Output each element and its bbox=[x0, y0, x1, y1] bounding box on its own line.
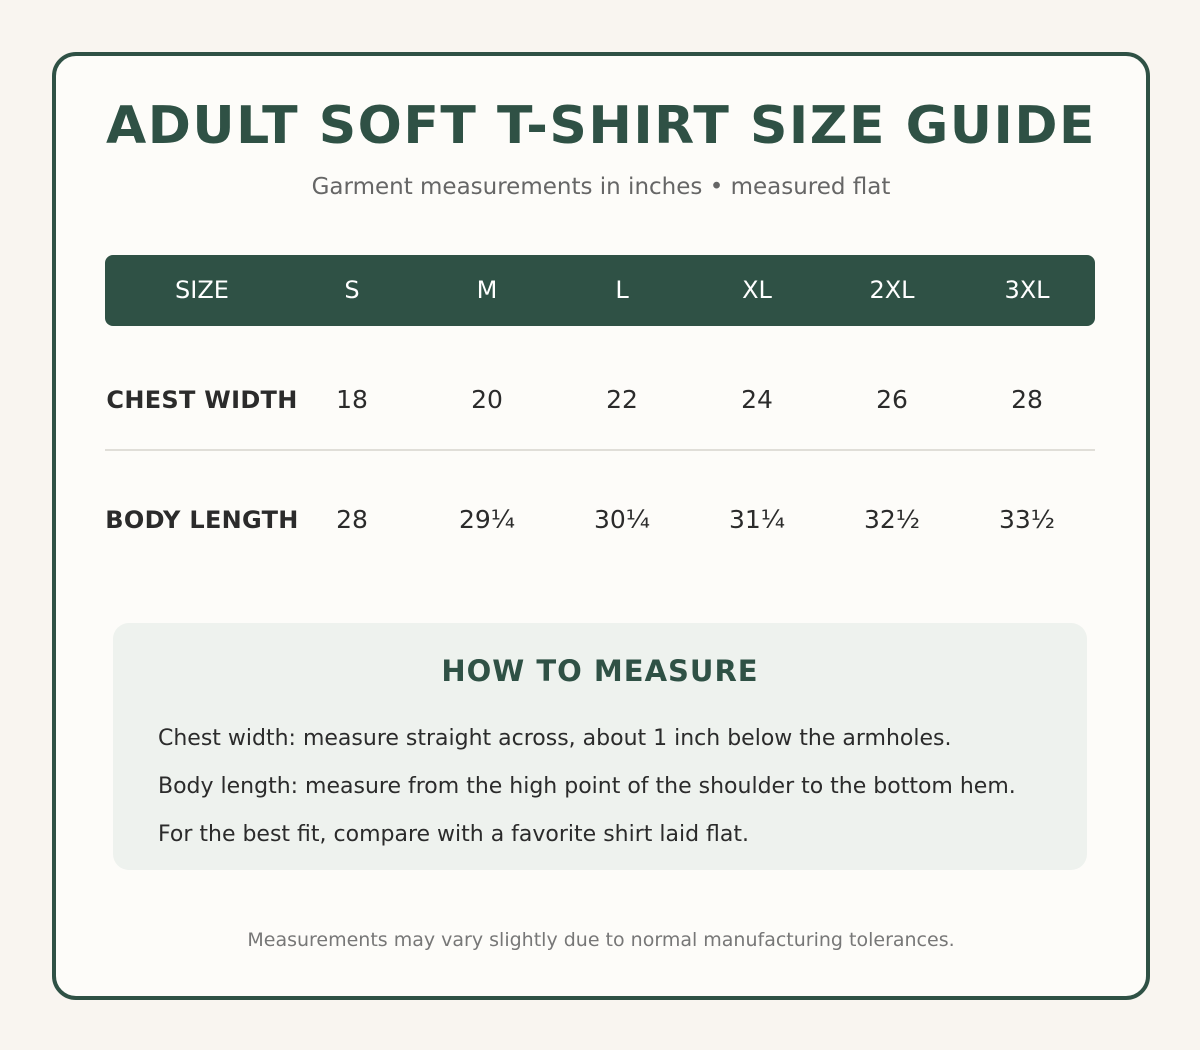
table-cell: 30¼ bbox=[593, 505, 651, 534]
size-table-header bbox=[105, 255, 1095, 326]
header-cell-m: M bbox=[476, 276, 498, 304]
table-cell: 29¼ bbox=[458, 505, 516, 534]
table-cell: 24 bbox=[741, 385, 773, 414]
row-label: CHEST WIDTH bbox=[106, 386, 298, 414]
how-to-measure-title: HOW TO MEASURE bbox=[441, 654, 759, 688]
header-cell-l: L bbox=[615, 276, 629, 304]
how-to-measure-panel bbox=[113, 623, 1087, 870]
page-title: ADULT SOFT T-SHIRT SIZE GUIDE bbox=[105, 96, 1097, 156]
measure-instruction: Chest width: measure straight across, about 1 inch below the armholes. bbox=[158, 726, 952, 751]
row-divider bbox=[105, 449, 1095, 451]
table-row-body-length bbox=[56, 490, 1146, 550]
page-subtitle: Garment measurements in inches • measured flat bbox=[311, 174, 891, 200]
header-cell-xl: XL bbox=[742, 276, 772, 304]
measure-instruction: For the best fit, compare with a favorite shirt laid flat. bbox=[158, 822, 750, 847]
table-cell: 18 bbox=[336, 385, 368, 414]
footnote: Measurements may vary slightly due to normal manufacturing tolerances. bbox=[247, 929, 955, 951]
header-cell-s: S bbox=[344, 276, 360, 304]
table-cell: 26 bbox=[876, 385, 908, 414]
header-cell-3xl: 3XL bbox=[1004, 276, 1050, 304]
measure-instruction: Body length: measure from the high point of the shoulder to the bottom hem. bbox=[158, 774, 1016, 799]
table-cell: 22 bbox=[606, 385, 638, 414]
row-label: BODY LENGTH bbox=[105, 506, 299, 534]
table-cell: 20 bbox=[471, 385, 503, 414]
table-cell: 28 bbox=[336, 505, 368, 534]
table-cell: 31¼ bbox=[728, 505, 786, 534]
header-cell-size: SIZE bbox=[175, 276, 229, 304]
header-cell-2xl: 2XL bbox=[869, 276, 915, 304]
table-cell: 33½ bbox=[998, 505, 1056, 534]
table-row-chest-width bbox=[56, 370, 1146, 430]
table-cell: 32½ bbox=[863, 505, 921, 534]
table-cell: 28 bbox=[1011, 385, 1043, 414]
size-guide-card bbox=[52, 52, 1150, 1000]
